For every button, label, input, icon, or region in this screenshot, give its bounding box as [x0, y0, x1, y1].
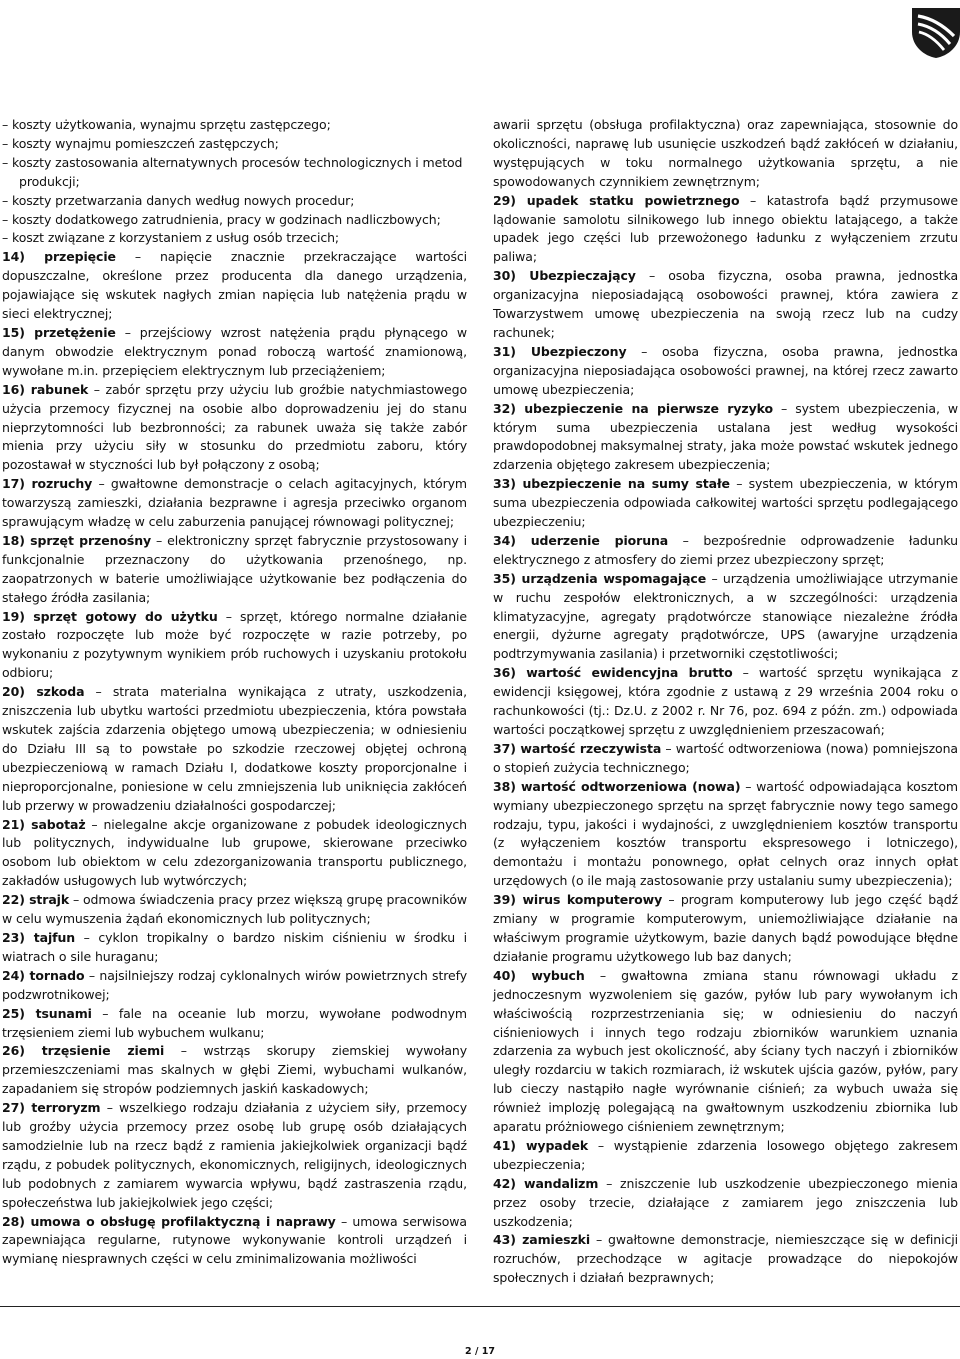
definition-term: 37) wartość rzeczywista — [493, 740, 662, 756]
definition-item — [2, 683, 467, 815]
swoosh-logo-icon — [904, 2, 960, 58]
definition-text: – wystąpienie zdarzenia losowego objętego zakresem ubezpieczenia; — [493, 1137, 958, 1172]
definition-item — [2, 891, 467, 929]
definition-text: – wartość sprzętu wynikająca z ewidencji księgowej, która zgodnie z ustawą z 29 września 2004 roku o rachunkowości (tj.: Dz.U. z 2002 r. Nr 76, poz. 694 z późn. zm.) odpowiada wartości początkowej sprzętu z uwzględnieniem przeszacowań; — [493, 665, 958, 737]
definition-item — [2, 608, 467, 684]
definition-term: 39) wirus komputerowy — [493, 892, 663, 908]
definition-term: 35) urządzenia wspomagające — [493, 570, 707, 586]
definition-term: 26) trzęsienie ziemi — [2, 1043, 165, 1059]
definition-item — [2, 248, 467, 324]
definition-term: 28) umowa o obsługę profilaktyczną i naprawy — [2, 1213, 336, 1229]
dash-list-item: – koszty użytkowania, wynajmu sprzętu zastępczego; — [2, 117, 331, 132]
definition-term: 17) rozruchy — [2, 476, 93, 492]
definition-text: – katastrofa bądź przymusowe lądowanie samolotu silnikowego lub innego obiektu latającego, a także upadek jego części lub przewożonego ładunku z wyłączeniem zrzutu paliwa; — [493, 192, 958, 265]
definition-text: – bezpośrednie odprowadzenie ładunku elektrycznego z atmosfery do ziemi przez ubezpieczony sprzęt; — [493, 532, 958, 567]
definition-text: – najsilniejszy rodzaj cyklonalnych wirów powietrznych strefy podzwrotnikowej; — [2, 967, 467, 1002]
definition-item — [2, 929, 467, 967]
definition-term: 19) sprzęt gotowy do użytku — [2, 608, 218, 624]
definition-item — [493, 267, 958, 343]
definition-term: 23) tajfun — [2, 929, 76, 945]
dash-list-item: – koszty zastosowania alternatywnych procesów technologicznych i metod produkcji; — [2, 154, 463, 189]
definition-item — [493, 740, 958, 778]
definition-item — [2, 475, 467, 532]
definition-term: 24) tornado — [2, 967, 85, 983]
definition-item — [493, 891, 958, 967]
definition-text: – system ubezpieczenia, w którym suma ubezpieczenia odpowiada całkowitej wartości sprzętu podlegającego ubezpieczeniu; — [493, 476, 958, 530]
definition-item — [493, 343, 958, 400]
definition-text: – wstrząs skorupy ziemskiej wywołany przemieszczeniami mas skalnych w głębi Ziemi, wybuchami wulkanów, zapadaniem się stropów podziemnych jaskiń kaskadowych; — [2, 1043, 467, 1097]
definition-term: 27) terroryzm — [2, 1100, 101, 1116]
definition-term: 33) ubezpieczenie na sumy stałe — [493, 476, 730, 492]
right-column — [493, 116, 958, 1288]
definition-text: – zniszczenie lub uszkodzenie ubezpieczonego mienia przez osoby trzecie, działające z zamiarem jego zniszczenia lub uszkodzenia; — [493, 1175, 958, 1229]
definition-text: – nielegalne akcje organizowane z pobudek ideologicznych lub politycznych, indywidualne lub grupowe, skierowane przeciwko osobom lub obiektom w celu zdezorganizowania transportu publicznego, zakładów usługowych lub wytwórczych; — [2, 816, 467, 889]
definition-item — [2, 324, 467, 381]
definition-text: – przejściowy wzrost natężenia prądu płynącego w danym obwodzie elektrycznym ponad roboczą wartość znamionową, wywołane m.in. przepięciem elektrycznym lub przeciążeniem; — [2, 324, 467, 378]
definition-item — [493, 664, 958, 740]
definition-item — [493, 967, 958, 1137]
definition-term: 18) sprzęt przenośny — [2, 532, 152, 548]
definition-text: – gwałtowne demonstracje, niemieszczące się w definicji rozruchów, przechodzące w agitacje prowadzące do niepokojów społecznych i działań bezprawnych; — [493, 1232, 958, 1286]
definition-text: – elektroniczny sprzęt fabrycznie przystosowany i funkcjonalnie przeznaczony do użytkowania przenośnego, np. zaopatrzonych w baterie umożliwiające użytkowanie bez podłączenia do stałego źródła zasilania; — [2, 532, 468, 605]
definition-text: – odmowa świadczenia pracy przez większą grupę pracowników w celu wymuszenia żądań ekonomicznych lub politycznych; — [2, 892, 467, 927]
definition-item — [493, 532, 958, 570]
definition-term: 43) zamieszki — [493, 1232, 591, 1248]
definition-item — [2, 532, 467, 608]
definition-text: – program komputerowy lub jego część bądź zmiany w programie komputerowym, uniemożliwiające działanie na właściwym programie użytkowym, bazie danych bądź powodujące błędne działanie programu użytkowego lub baz danych; — [493, 892, 958, 964]
definition-text: – sprzęt, którego normalne działanie zostało rozpoczęte lub może być rozpoczęte w razie potrzeby, po wykonaniu z pozytywnym wynikiem prób ruchowych i uzyskaniu protokołu odbioru; — [2, 608, 468, 681]
left-column — [2, 116, 467, 1269]
definition-text: – umowa serwisowa zapewniająca regularne, rutynowe wykonywanie kontroli urządzeń i wymianę niesprawnych części w celu zminimalizowania możliwości — [2, 1213, 467, 1267]
definition-term: 15) przetężenie — [2, 324, 116, 340]
definition-text: – wartość odpowiadająca kosztom wymiany ubezpieczonego sprzętu na sprzęt fabrycznie nowy tego samego rodzaju, typu, jakości i wydajności, z uwzględnieniem kosztów transportu (z wyłączeniem kosztów transportu ekspresowego i lotniczego), demontażu i montażu ponownego, opłat celnych oraz innych opłat urzędowych (o ile mają zastosowanie przy ustalaniu sumy ubezpieczenia); — [493, 778, 958, 889]
definition-item — [2, 816, 467, 892]
definition-term: 32) ubezpieczenie na pierwsze ryzyko — [493, 400, 773, 416]
definition-term: 14) przepięcie — [2, 249, 116, 265]
definition-term: 20) szkoda — [2, 684, 85, 700]
definition-item — [493, 400, 958, 476]
definition-item — [2, 1099, 467, 1212]
definition-item — [493, 570, 958, 665]
definition-text: – gwałtowne demonstracje o celach agitacyjnych, którym towarzyszą zamieszki, działania bezprawne i agresja przeciwko organom sprawującym władzę w celu zaburzenia panującej równowagi politycznej; — [2, 476, 467, 530]
definition-term: 31) Ubezpieczony — [493, 343, 627, 359]
definition-text: – gwałtowna zmiana stanu równowagi układu z jednoczesnym wyzwoleniem się gazów, pyłów lub pary wywołanym ich właściwością rozprzestrzeniania się; w odniesieniu do naczyń ciśnieniowych i innych tego rodzaju zbiorników warunkiem uznania zdarzenia za wybuch jest okoliczność, aby ściany tych naczyń i zbiorników uległy rozdarciu w takich rozmiarach, iż wskutek ujścia gazów, pyłów, pary lub cieczy nastąpiło nagłe wyrównanie ciśnień; za wybuch uważa się również implozję polegającą na gwałtownym uszkodzeniu zbiornika lub aparatu próżniowego ciśnieniem zewnętrznym; — [493, 967, 959, 1135]
definition-item — [2, 967, 467, 1005]
page-number: 2 / 17 — [465, 1346, 495, 1357]
definition-item — [493, 1137, 958, 1175]
definition-term: 42) wandalizm — [493, 1175, 599, 1191]
definition-term: 36) wartość ewidencyjna brutto — [493, 665, 733, 681]
definition-text: – osoba fizyczna, osoba prawna, jednostka organizacyjna nieposiadającą osobowości prawnej, która zawiera z Towarzystwem umowę ubezpieczenia na swoją rzecz lub na cudzy rachunek; — [493, 268, 959, 340]
definition-item — [2, 1213, 467, 1270]
definition-text: – cyklon tropikalny o bardzo niskim ciśnieniu w środku i wiatrach o sile huraganu; — [2, 929, 467, 964]
definition-term: 38) wartość odtworzeniowa (nowa) — [493, 778, 741, 794]
definition-term: 34) uderzenie pioruna — [493, 532, 669, 548]
dash-list-item: – koszty dodatkowego zatrudnienia, pracy w godzinach nadliczbowych; — [2, 211, 441, 227]
definition-item — [493, 475, 958, 532]
definition-text: – zabór sprzętu przy użyciu lub groźbie natychmiastowego użycia przemocy fizycznej na osobie albo doprowadzeniu jej do stanu nieprzytomności lub bezbronności; za rabunek uważa się także zabór mienia przy użyciu siły w stosunku do przedmiotu zaboru, który pozostawał w styczności lub był połączony z osobą; — [2, 381, 468, 473]
definition-item — [493, 1175, 958, 1232]
definition-item — [2, 1042, 467, 1099]
dash-list-item: – koszty przetwarzania danych według nowych procedur; — [2, 192, 355, 208]
definition-term: 41) wypadek — [493, 1137, 589, 1153]
definition-term: 40) wybuch — [493, 967, 585, 983]
definition-item — [493, 1231, 958, 1288]
dash-list-item: – koszt związane z korzystaniem z usług osób trzecich; — [2, 230, 340, 246]
definition-text: – strata materialna wynikająca z utraty, uszkodzenia, zniszczenia lub ubytku wartości przedmiotu ubezpieczenia, która powstała wskutek zajścia zdarzenia objętego umową ubezpieczenia; w odniesieniu do Działu III są to powstałe po szkodzie rzeczowej objętej ochroną ubezpieczeniową w ramach Działu I, dodatkowe koszty proporcjonalne i nieproporcjonalne, poniesione w celu zmniejszenia lub uniknięcia zakłóceń lub przerwy w prowadzeniu działalności gospodarczej; — [2, 684, 467, 813]
dash-list-item: – koszty wynajmu pomieszczeń zastępczych; — [2, 135, 279, 151]
definition-term: 16) rabunek — [2, 381, 89, 397]
definition-text: – wartość odtworzeniowa (nowa) pomniejszona o stopień zużycia technicznego; — [493, 740, 958, 775]
definition-term: 21) sabotaż — [2, 816, 86, 832]
definition-term: 30) Ubezpieczający — [493, 268, 636, 284]
definition-text: – fale na oceanie lub morzu, wywołane podwodnym trzęsieniem ziemi lub wybuchem wulkanu; — [2, 1005, 467, 1040]
footer-rule — [0, 1306, 960, 1307]
definition-item — [493, 192, 958, 268]
definition-text: – osoba fizyczna, osoba prawna, jednostka organizacyjna nieposiadająca osobowości prawnej, na której rzecz zawarto umowę ubezpieczenia; — [493, 343, 958, 397]
definition-item — [2, 1005, 467, 1043]
definition-text: – napięcie znacznie przekraczające wartości dopuszczalne, określone przez producenta dla danego urządzenia, pojawiające się wskutek nagłych zmian napięcia lub natężenia prądu w sieci elektrycznej; — [2, 249, 468, 322]
definition-text: – system ubezpieczenia, w którym suma ubezpieczenia ustalana jest według wysokości prawdopodobnej maksymalnej straty, jaka może powstać wskutek jednego zdarzenia objętego zakresem ubezpieczenia; — [493, 400, 958, 473]
definition-item — [2, 381, 467, 476]
definition-term: 22) strajk — [2, 892, 70, 908]
definition-text: – wszelkiego rodzaju działania z użyciem siły, przemocy lub groźby użycia przemocy przez osobę lub grupę osób działających samodzielnie lub na rzecz bądź z ramienia jakiejkolwiek organizacji bądź rządu, z pobudek politycznych, ekonomicznych, religijnych, ideologicznych lub podobnych z zamiarem wywarcia wpływu, bądź zastraszenia rządu, społeczeństwa lub jakiejkolwiek jego części; — [2, 1100, 467, 1210]
definition-term: 25) tsunami — [2, 1005, 92, 1021]
definition-term: 29) upadek statku powietrznego — [493, 192, 740, 208]
definition-text: – urządzenia umożliwiające utrzymanie w ruchu zespołów elektronicznych, a w szczególności: urządzenia klimatyzacyjne, agregaty prądotwórcze stanowiące niezależne źródła energii, dyżurne agregaty prądotwórcze, UPS (awaryjne urządzenia podtrzymywania zasilania) i przetworniki częstotliwości; — [493, 570, 958, 662]
definition-item — [493, 778, 958, 891]
paragraph: awarii sprzętu (obsługa profilaktyczna) oraz zapewniająca, stosownie do okoliczności, naprawę lub usunięcie uszkodzeń bądź zakłóceń w działaniu, występujących w toku normalnego użytkowania sprzętu, a nie spowodowanych czynnikiem zewnętrznym; — [493, 117, 958, 189]
